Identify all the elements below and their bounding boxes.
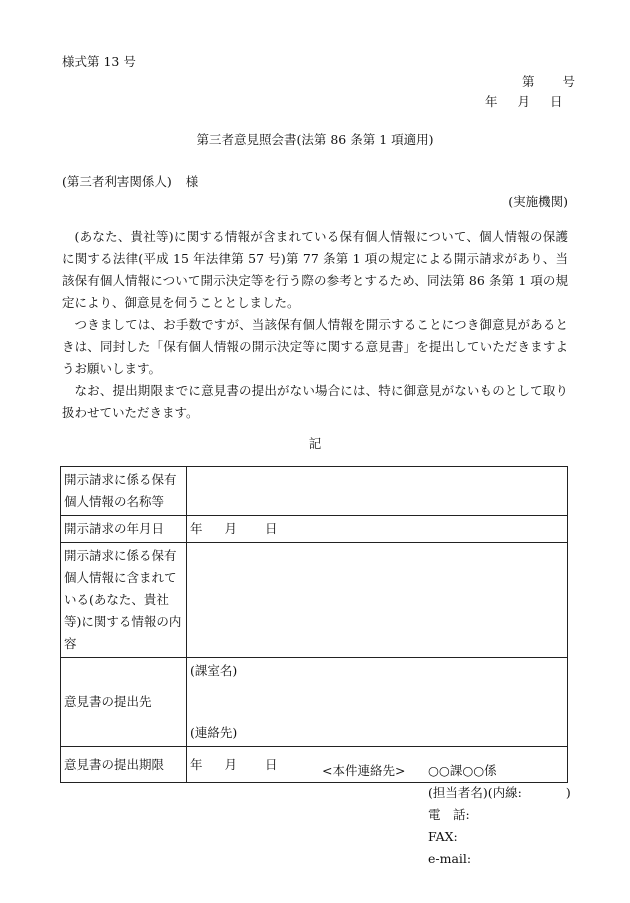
- row5-label: 意見書の提出期限: [61, 747, 187, 783]
- document-date: [485, 92, 563, 110]
- contact-person: [428, 782, 571, 804]
- date-day: 日: [550, 94, 563, 109]
- body-paragraph-2: つきましては、お手数ですが、当該保有個人情報を開示することにつき御意見があるときは、同封した「保有個人情報の開示決定等に関する意見書」を提出していただきますようお願いします。: [62, 317, 568, 376]
- row4-value: [187, 658, 568, 747]
- contact-person-close: ): [565, 785, 571, 800]
- contact-email-label: e-mail:: [428, 851, 472, 866]
- row1-value: [187, 467, 568, 516]
- row3-label: 開示請求に係る保有個人情報に含まれている(あなた、貴社等)に関する情報の内容: [61, 543, 187, 658]
- contact-row-person: [322, 782, 571, 804]
- contact-section: ○○課○○係: [428, 763, 497, 778]
- row4-dept: (課室名): [190, 663, 238, 678]
- table-row-request-date: [61, 516, 568, 543]
- row4-content: [190, 660, 564, 744]
- body-paragraph-3: なお、提出期限までに意見書の提出がない場合には、特に御意見がないものとして取り扱わせていただきます。: [62, 383, 568, 420]
- row3-value: [187, 543, 568, 658]
- number-label: 第: [522, 74, 535, 89]
- ki-heading: 記: [308, 436, 322, 451]
- form-number: 様式第 13 号: [62, 54, 136, 69]
- contact-fax-label: FAX:: [428, 829, 458, 844]
- table-row-content: [61, 543, 568, 658]
- contact-phone-label: 電 話:: [428, 807, 470, 822]
- row4-label: 意見書の提出先: [61, 658, 187, 747]
- contact-spacer: [322, 848, 428, 870]
- info-table: [60, 466, 568, 783]
- row2-year: 年: [190, 521, 203, 536]
- row1-label: 開示請求に係る保有個人情報の名称等: [61, 467, 187, 516]
- contact-spacer: [322, 826, 428, 848]
- date-month: 月: [517, 94, 531, 109]
- date-year: 年: [485, 94, 498, 109]
- contact-spacer: [322, 804, 428, 826]
- contact-row-phone: [322, 804, 571, 826]
- contact-person-label: (担当者名)(内線:: [428, 785, 522, 800]
- contact-row-section: [322, 760, 571, 782]
- table-row-name: [61, 467, 568, 516]
- document-title: 第三者意見照会書(法第 86 条第 1 項適用): [196, 132, 434, 147]
- contact-heading: <本件連絡先>: [322, 763, 406, 778]
- addressee: [62, 172, 198, 190]
- row5-month: 月: [224, 756, 238, 772]
- contact-row-email: [322, 848, 571, 870]
- row2-value: [187, 516, 568, 543]
- row5-day: 日: [265, 756, 278, 772]
- document-number: [522, 72, 575, 90]
- addressee-honorific: 様: [185, 174, 199, 189]
- contact-spacer: [322, 782, 428, 804]
- body-text: [62, 226, 568, 424]
- contact-block: [322, 760, 571, 870]
- row4-contact: (連絡先): [190, 725, 238, 740]
- body-paragraph-1: (あなた、貴社等)に関する情報が含まれている保有個人情報について、個人情報の保護に関する法律(平成 15 年法律第 57 号)第 77 条第 1 項の規定による開示請求があり、当該保有個人情報について開示決定等を行う際の参考とするため、同法第 86 条第 1 項の規定により、御意見を伺うこととしました。: [62, 229, 568, 310]
- contact-row-fax: [322, 826, 571, 848]
- row2-label: 開示請求の年月日: [61, 516, 187, 543]
- organization: (実施機関): [508, 194, 568, 209]
- addressee-name: (第三者利害関係人): [62, 174, 172, 189]
- row2-day: 日: [265, 521, 278, 536]
- row5-year: 年: [190, 756, 203, 772]
- table-row-submit-to: [61, 658, 568, 747]
- number-suffix: 号: [562, 74, 576, 89]
- row2-month: 月: [224, 521, 238, 536]
